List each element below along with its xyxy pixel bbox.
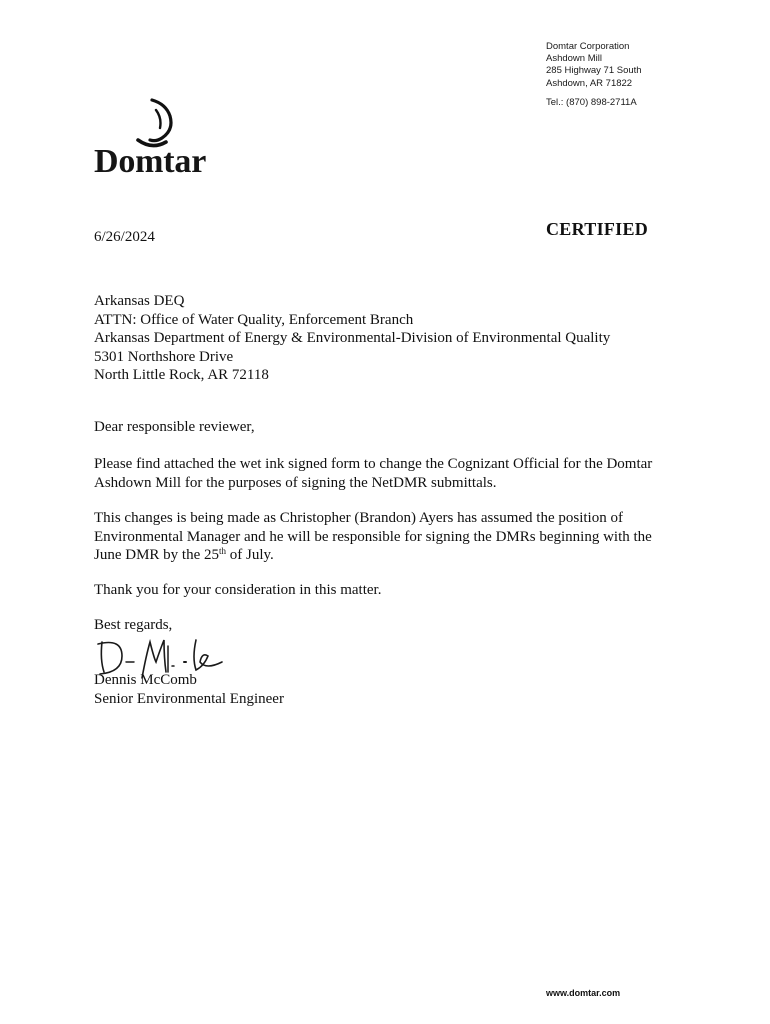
paragraph-thanks: Thank you for your consideration in this matter. [94,582,382,598]
recipient-address-block [94,292,610,385]
sender-address-block [546,41,642,109]
recipient-line: Arkansas Department of Energy & Environmental-Division of Environmental Quality [94,330,611,346]
salutation: Dear responsible reviewer, [94,419,255,435]
paragraph-text: of July. [226,547,274,563]
paragraph-text: June DMR by the 25 [94,547,219,563]
sender-phone: Tel.: (870) 898-2711A [546,96,637,108]
paragraph-line: Ashdown Mill for the purposes of signing the NetDMR submittals. [94,474,497,491]
paragraph-line: Please find attached the wet ink signed form to change the Cognizant Official for the Domtar [94,456,653,472]
recipient-line: Arkansas DEQ [94,293,185,309]
sender-street: 285 Highway 71 South [546,65,642,77]
certified-label: CERTIFIED [546,219,649,239]
footer-website: www.domtar.com [546,988,621,998]
paragraph-line: This changes is being made as Christopher (Brandon) Ayers has assumed the position of [94,510,623,526]
letter-date: 6/26/2024 [94,229,155,245]
paragraph-line [94,546,674,565]
sender-company: Domtar Corporation [546,41,630,52]
paragraph-attached-form [94,455,674,492]
domtar-wordmark: Domtar [94,143,207,180]
sender-city: Ashdown, AR 71822 [546,77,633,89]
recipient-line: 5301 Northshore Drive [94,348,234,365]
closing: Best regards, [94,617,173,633]
sender-mill: Ashdown Mill [546,53,602,65]
paragraph-change-reason [94,509,674,565]
signer-name: Dennis McComb [94,672,197,688]
signer-block [94,671,284,708]
recipient-line: ATTN: Office of Water Quality, Enforcement Branch [94,311,414,328]
paragraph-line: Environmental Manager and he will be responsible for signing the DMRs beginning with the [94,528,652,545]
recipient-line: North Little Rock, AR 72118 [94,367,269,383]
signer-title: Senior Environmental Engineer [94,690,284,707]
ordinal-suffix: th [219,546,227,556]
